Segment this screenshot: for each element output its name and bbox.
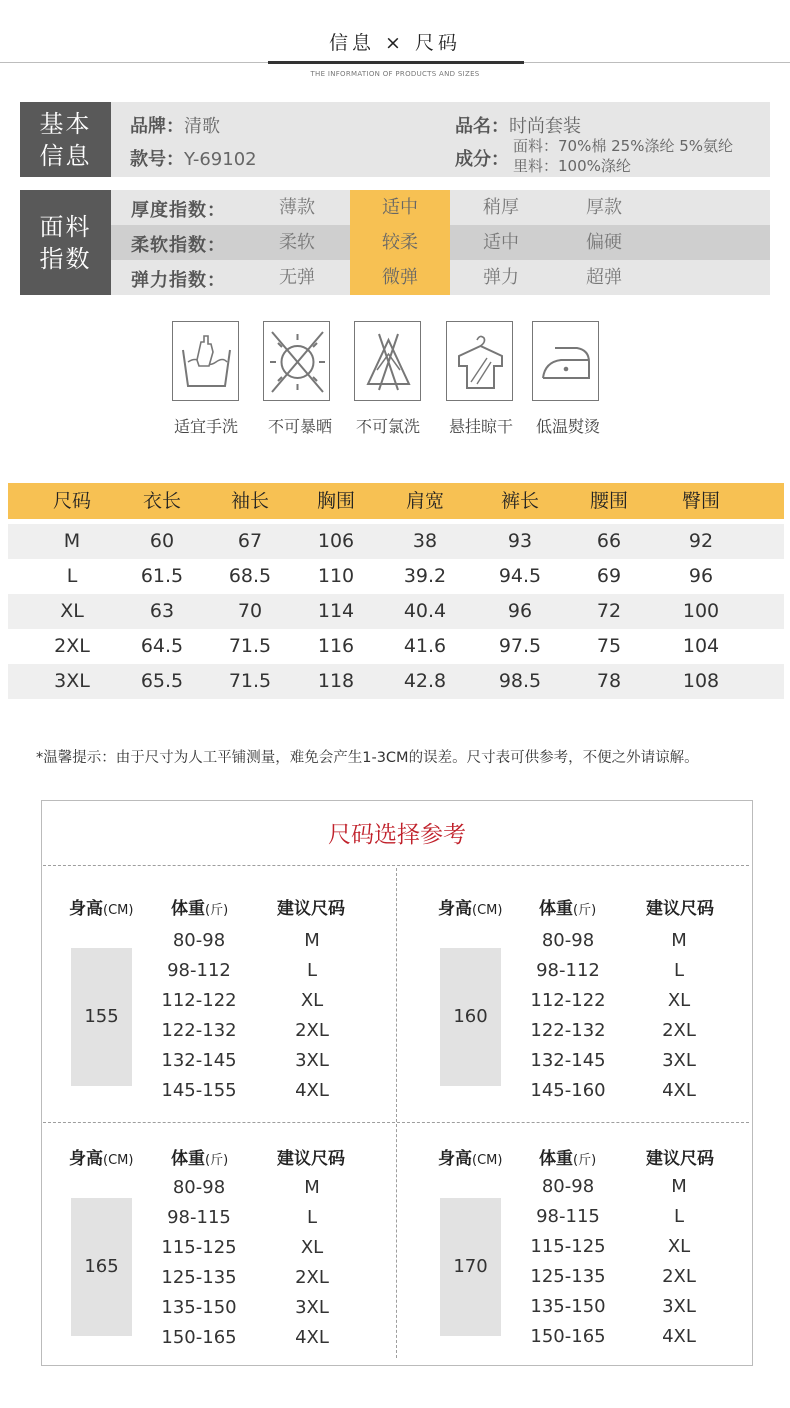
weight-header bbox=[171, 894, 228, 919]
option-super-stretch: 超弹 bbox=[586, 267, 622, 288]
weight-range: 115-125 bbox=[161, 1237, 237, 1258]
composition-outer: 面料：70%棉 25%涤纶 5%氨纶 bbox=[513, 137, 734, 155]
size-reference-box bbox=[41, 800, 753, 1366]
suggested-size: XL bbox=[667, 990, 691, 1011]
no-sun-icon bbox=[263, 321, 330, 401]
style-value: Y-69102 bbox=[184, 149, 257, 170]
weight-range: 122-132 bbox=[161, 1020, 237, 1041]
table-row bbox=[8, 559, 784, 594]
weight-unit: (斤) bbox=[205, 903, 229, 918]
option-stretch: 弹力 bbox=[483, 267, 519, 288]
fabric-index-label bbox=[20, 190, 111, 295]
size-header: 建议尺码 bbox=[277, 1149, 345, 1169]
cell-chest: 114 bbox=[317, 600, 355, 622]
basic-info-label bbox=[20, 102, 111, 177]
weight-range: 135-150 bbox=[530, 1296, 606, 1317]
cell-pants-length: 94.5 bbox=[498, 565, 542, 587]
style-number-row bbox=[130, 145, 257, 171]
cell-hip: 108 bbox=[682, 670, 720, 692]
brand-row bbox=[130, 112, 220, 138]
elasticity-row bbox=[111, 260, 770, 295]
weight-range: 125-135 bbox=[161, 1267, 237, 1288]
weight-range: 98-112 bbox=[167, 960, 231, 981]
page-title bbox=[0, 28, 790, 55]
cell-length: 63 bbox=[149, 600, 175, 622]
suggested-size: M bbox=[304, 930, 320, 951]
composition-key: 成分： bbox=[455, 149, 509, 170]
height-header-text: 身高 bbox=[438, 1149, 472, 1169]
weight-range: 145-160 bbox=[530, 1080, 606, 1101]
height-header-text: 身高 bbox=[69, 899, 103, 919]
suggested-size: 3XL bbox=[295, 1297, 329, 1318]
reference-divider-top bbox=[43, 865, 749, 866]
col-shoulder: 肩宽 bbox=[405, 490, 444, 512]
weight-range: 122-132 bbox=[530, 1020, 606, 1041]
cell-size: M bbox=[63, 530, 81, 552]
basic-label-line1: 基本 bbox=[39, 109, 92, 138]
cell-chest: 110 bbox=[317, 565, 355, 587]
suggested-size: 4XL bbox=[295, 1080, 329, 1101]
height-unit: (CM) bbox=[472, 1153, 503, 1168]
composition-lining: 里料：100%涤纶 bbox=[513, 157, 631, 175]
cell-hip: 92 bbox=[688, 530, 714, 552]
suggested-size: 2XL bbox=[295, 1020, 329, 1041]
weight-range: 98-115 bbox=[536, 1206, 600, 1227]
no-sun-label: 不可暴晒 bbox=[267, 417, 332, 436]
weight-range: 132-145 bbox=[530, 1050, 606, 1071]
product-name-row bbox=[455, 112, 581, 138]
height-header bbox=[69, 894, 133, 919]
weight-range: 112-122 bbox=[161, 990, 237, 1011]
option-fairly-soft-selected: 较柔 bbox=[350, 225, 450, 260]
col-chest: 胸围 bbox=[316, 490, 355, 512]
cell-sleeve: 67 bbox=[237, 530, 263, 552]
weight-range: 80-98 bbox=[541, 1176, 595, 1197]
cell-size: XL bbox=[60, 600, 84, 622]
option-thick: 厚款 bbox=[586, 197, 622, 218]
cell-length: 61.5 bbox=[140, 565, 184, 587]
cell-waist: 75 bbox=[596, 635, 622, 657]
height-header-text: 身高 bbox=[438, 899, 472, 919]
cell-waist: 72 bbox=[596, 600, 622, 622]
weight-header-text: 体重 bbox=[171, 899, 205, 919]
low-iron-icon bbox=[532, 321, 599, 401]
table-row bbox=[8, 629, 784, 664]
suggested-size: M bbox=[304, 1177, 320, 1198]
col-waist: 腰围 bbox=[589, 490, 628, 512]
reference-divider-middle bbox=[43, 1122, 749, 1123]
col-length: 衣长 bbox=[142, 490, 181, 512]
thickness-key: 厚度指数： bbox=[131, 200, 226, 221]
measurement-note: *温馨提示：由于尺寸为人工平铺测量，难免会产生1-3CM的误差。尺寸表可供参考，不便之外请谅解。 bbox=[36, 750, 699, 766]
title-info: 信息 bbox=[329, 32, 376, 54]
col-pants-length: 裤长 bbox=[500, 490, 539, 512]
cell-shoulder: 38 bbox=[412, 530, 438, 552]
weight-unit: (斤) bbox=[205, 1153, 229, 1168]
suggested-size: 3XL bbox=[662, 1296, 696, 1317]
cell-size: 2XL bbox=[54, 635, 90, 657]
table-row bbox=[8, 594, 784, 629]
height-header bbox=[438, 1144, 502, 1169]
cell-chest: 116 bbox=[317, 635, 355, 657]
reference-divider-vertical bbox=[396, 868, 397, 1358]
height-value: 155 bbox=[71, 948, 132, 1086]
height-value: 165 bbox=[71, 1198, 132, 1336]
suggested-size: XL bbox=[667, 1236, 691, 1257]
weight-range: 145-155 bbox=[161, 1080, 237, 1101]
height-value: 170 bbox=[440, 1198, 501, 1336]
weight-range: 112-122 bbox=[530, 990, 606, 1011]
cell-size: L bbox=[66, 565, 78, 587]
size-header: 建议尺码 bbox=[646, 899, 714, 919]
cell-shoulder: 40.4 bbox=[403, 600, 447, 622]
cell-pants-length: 98.5 bbox=[498, 670, 542, 692]
table-row bbox=[8, 664, 784, 699]
hand-wash-icon bbox=[172, 321, 239, 401]
cell-shoulder: 41.6 bbox=[403, 635, 447, 657]
softness-key: 柔软指数： bbox=[131, 235, 226, 256]
cell-sleeve: 71.5 bbox=[228, 635, 272, 657]
weight-header bbox=[171, 1144, 228, 1169]
height-unit: (CM) bbox=[472, 903, 503, 918]
weight-range: 80-98 bbox=[172, 930, 226, 951]
col-sleeve: 袖长 bbox=[230, 490, 269, 512]
suggested-size: M bbox=[671, 1176, 687, 1197]
no-bleach-label: 不可氯洗 bbox=[355, 417, 420, 436]
suggested-size: 4XL bbox=[662, 1080, 696, 1101]
elasticity-key: 弹力指数： bbox=[131, 270, 226, 291]
style-key: 款号： bbox=[130, 149, 184, 170]
suggested-size: 3XL bbox=[662, 1050, 696, 1071]
page-subtitle: THE INFORMATION OF PRODUCTS AND SIZES bbox=[310, 70, 480, 78]
size-reference-title: 尺码选择参考 bbox=[328, 822, 466, 848]
suggested-size: 3XL bbox=[295, 1050, 329, 1071]
cell-chest: 118 bbox=[317, 670, 355, 692]
name-value: 时尚套装 bbox=[509, 116, 581, 137]
composition-values bbox=[513, 136, 733, 176]
height-value: 160 bbox=[440, 948, 501, 1086]
suggested-size: XL bbox=[300, 990, 324, 1011]
cell-length: 64.5 bbox=[140, 635, 184, 657]
weight-header-text: 体重 bbox=[171, 1149, 205, 1169]
weight-unit: (斤) bbox=[573, 1153, 597, 1168]
title-separator: × bbox=[385, 32, 405, 54]
cell-length: 60 bbox=[149, 530, 175, 552]
suggested-size: 4XL bbox=[662, 1326, 696, 1347]
basic-label-line2: 信息 bbox=[39, 141, 92, 170]
suggested-size: L bbox=[306, 1207, 318, 1228]
suggested-size: L bbox=[673, 960, 685, 981]
cell-pants-length: 97.5 bbox=[498, 635, 542, 657]
size-header: 建议尺码 bbox=[277, 899, 345, 919]
cell-length: 65.5 bbox=[140, 670, 184, 692]
cell-hip: 96 bbox=[688, 565, 714, 587]
height-header bbox=[438, 894, 502, 919]
no-bleach-icon bbox=[354, 321, 421, 401]
suggested-size: 2XL bbox=[295, 1267, 329, 1288]
height-unit: (CM) bbox=[103, 903, 134, 918]
col-hip: 臀围 bbox=[681, 490, 720, 512]
weight-range: 80-98 bbox=[541, 930, 595, 951]
table-row bbox=[8, 524, 784, 559]
weight-range: 150-165 bbox=[161, 1327, 237, 1348]
cell-shoulder: 39.2 bbox=[403, 565, 447, 587]
option-no-stretch: 无弹 bbox=[279, 267, 315, 288]
cell-waist: 66 bbox=[596, 530, 622, 552]
hang-dry-icon bbox=[446, 321, 513, 401]
suggested-size: 2XL bbox=[662, 1020, 696, 1041]
suggested-size: M bbox=[671, 930, 687, 951]
col-size: 尺码 bbox=[52, 490, 91, 512]
suggested-size: 2XL bbox=[662, 1266, 696, 1287]
cell-sleeve: 71.5 bbox=[228, 670, 272, 692]
option-medium-selected: 适中 bbox=[350, 190, 450, 225]
weight-header-text: 体重 bbox=[539, 899, 573, 919]
weight-header bbox=[539, 1144, 596, 1169]
weight-unit: (斤) bbox=[573, 903, 597, 918]
weight-range: 80-98 bbox=[172, 1177, 226, 1198]
height-header bbox=[69, 1144, 133, 1169]
weight-range: 132-145 bbox=[161, 1050, 237, 1071]
cell-shoulder: 42.8 bbox=[403, 670, 447, 692]
name-key: 品名： bbox=[455, 116, 509, 137]
cell-pants-length: 93 bbox=[507, 530, 533, 552]
fabric-label-line1: 面料 bbox=[39, 212, 92, 241]
cell-sleeve: 68.5 bbox=[228, 565, 272, 587]
option-thin: 薄款 bbox=[279, 197, 315, 218]
title-size: 尺码 bbox=[414, 32, 461, 54]
weight-range: 125-135 bbox=[530, 1266, 606, 1287]
cell-hip: 100 bbox=[682, 600, 720, 622]
option-slight-stretch-selected: 微弹 bbox=[350, 260, 450, 295]
height-header-text: 身高 bbox=[69, 1149, 103, 1169]
suggested-size: 4XL bbox=[295, 1327, 329, 1348]
thickness-row bbox=[111, 190, 770, 225]
weight-range: 135-150 bbox=[161, 1297, 237, 1318]
cell-pants-length: 96 bbox=[507, 600, 533, 622]
size-header: 建议尺码 bbox=[646, 1149, 714, 1169]
low-iron-label: 低温熨烫 bbox=[535, 417, 600, 436]
suggested-size: L bbox=[673, 1206, 685, 1227]
header-underline bbox=[268, 61, 524, 64]
weight-range: 150-165 bbox=[530, 1326, 606, 1347]
cell-sleeve: 70 bbox=[237, 600, 263, 622]
cell-waist: 69 bbox=[596, 565, 622, 587]
cell-waist: 78 bbox=[596, 670, 622, 692]
brand-value: 清歌 bbox=[184, 116, 220, 137]
suggested-size: L bbox=[306, 960, 318, 981]
cell-size: 3XL bbox=[54, 670, 90, 692]
weight-range: 98-112 bbox=[536, 960, 600, 981]
hang-dry-label: 悬挂晾干 bbox=[448, 417, 513, 436]
weight-range: 98-115 bbox=[167, 1207, 231, 1228]
option-soft: 柔软 bbox=[279, 232, 315, 253]
fabric-label-line2: 指数 bbox=[39, 244, 92, 273]
size-table-header bbox=[8, 483, 784, 519]
cell-hip: 104 bbox=[682, 635, 720, 657]
option-stiff: 偏硬 bbox=[586, 232, 622, 253]
weight-header bbox=[539, 894, 596, 919]
hand-wash-label: 适宜手洗 bbox=[173, 417, 238, 436]
option-slightly-thick: 稍厚 bbox=[483, 197, 519, 218]
option-moderate: 适中 bbox=[483, 232, 519, 253]
cell-chest: 106 bbox=[317, 530, 355, 552]
softness-row bbox=[111, 225, 770, 260]
weight-header-text: 体重 bbox=[539, 1149, 573, 1169]
brand-key: 品牌： bbox=[130, 116, 184, 137]
weight-range: 115-125 bbox=[530, 1236, 606, 1257]
suggested-size: XL bbox=[300, 1237, 324, 1258]
height-unit: (CM) bbox=[103, 1153, 134, 1168]
